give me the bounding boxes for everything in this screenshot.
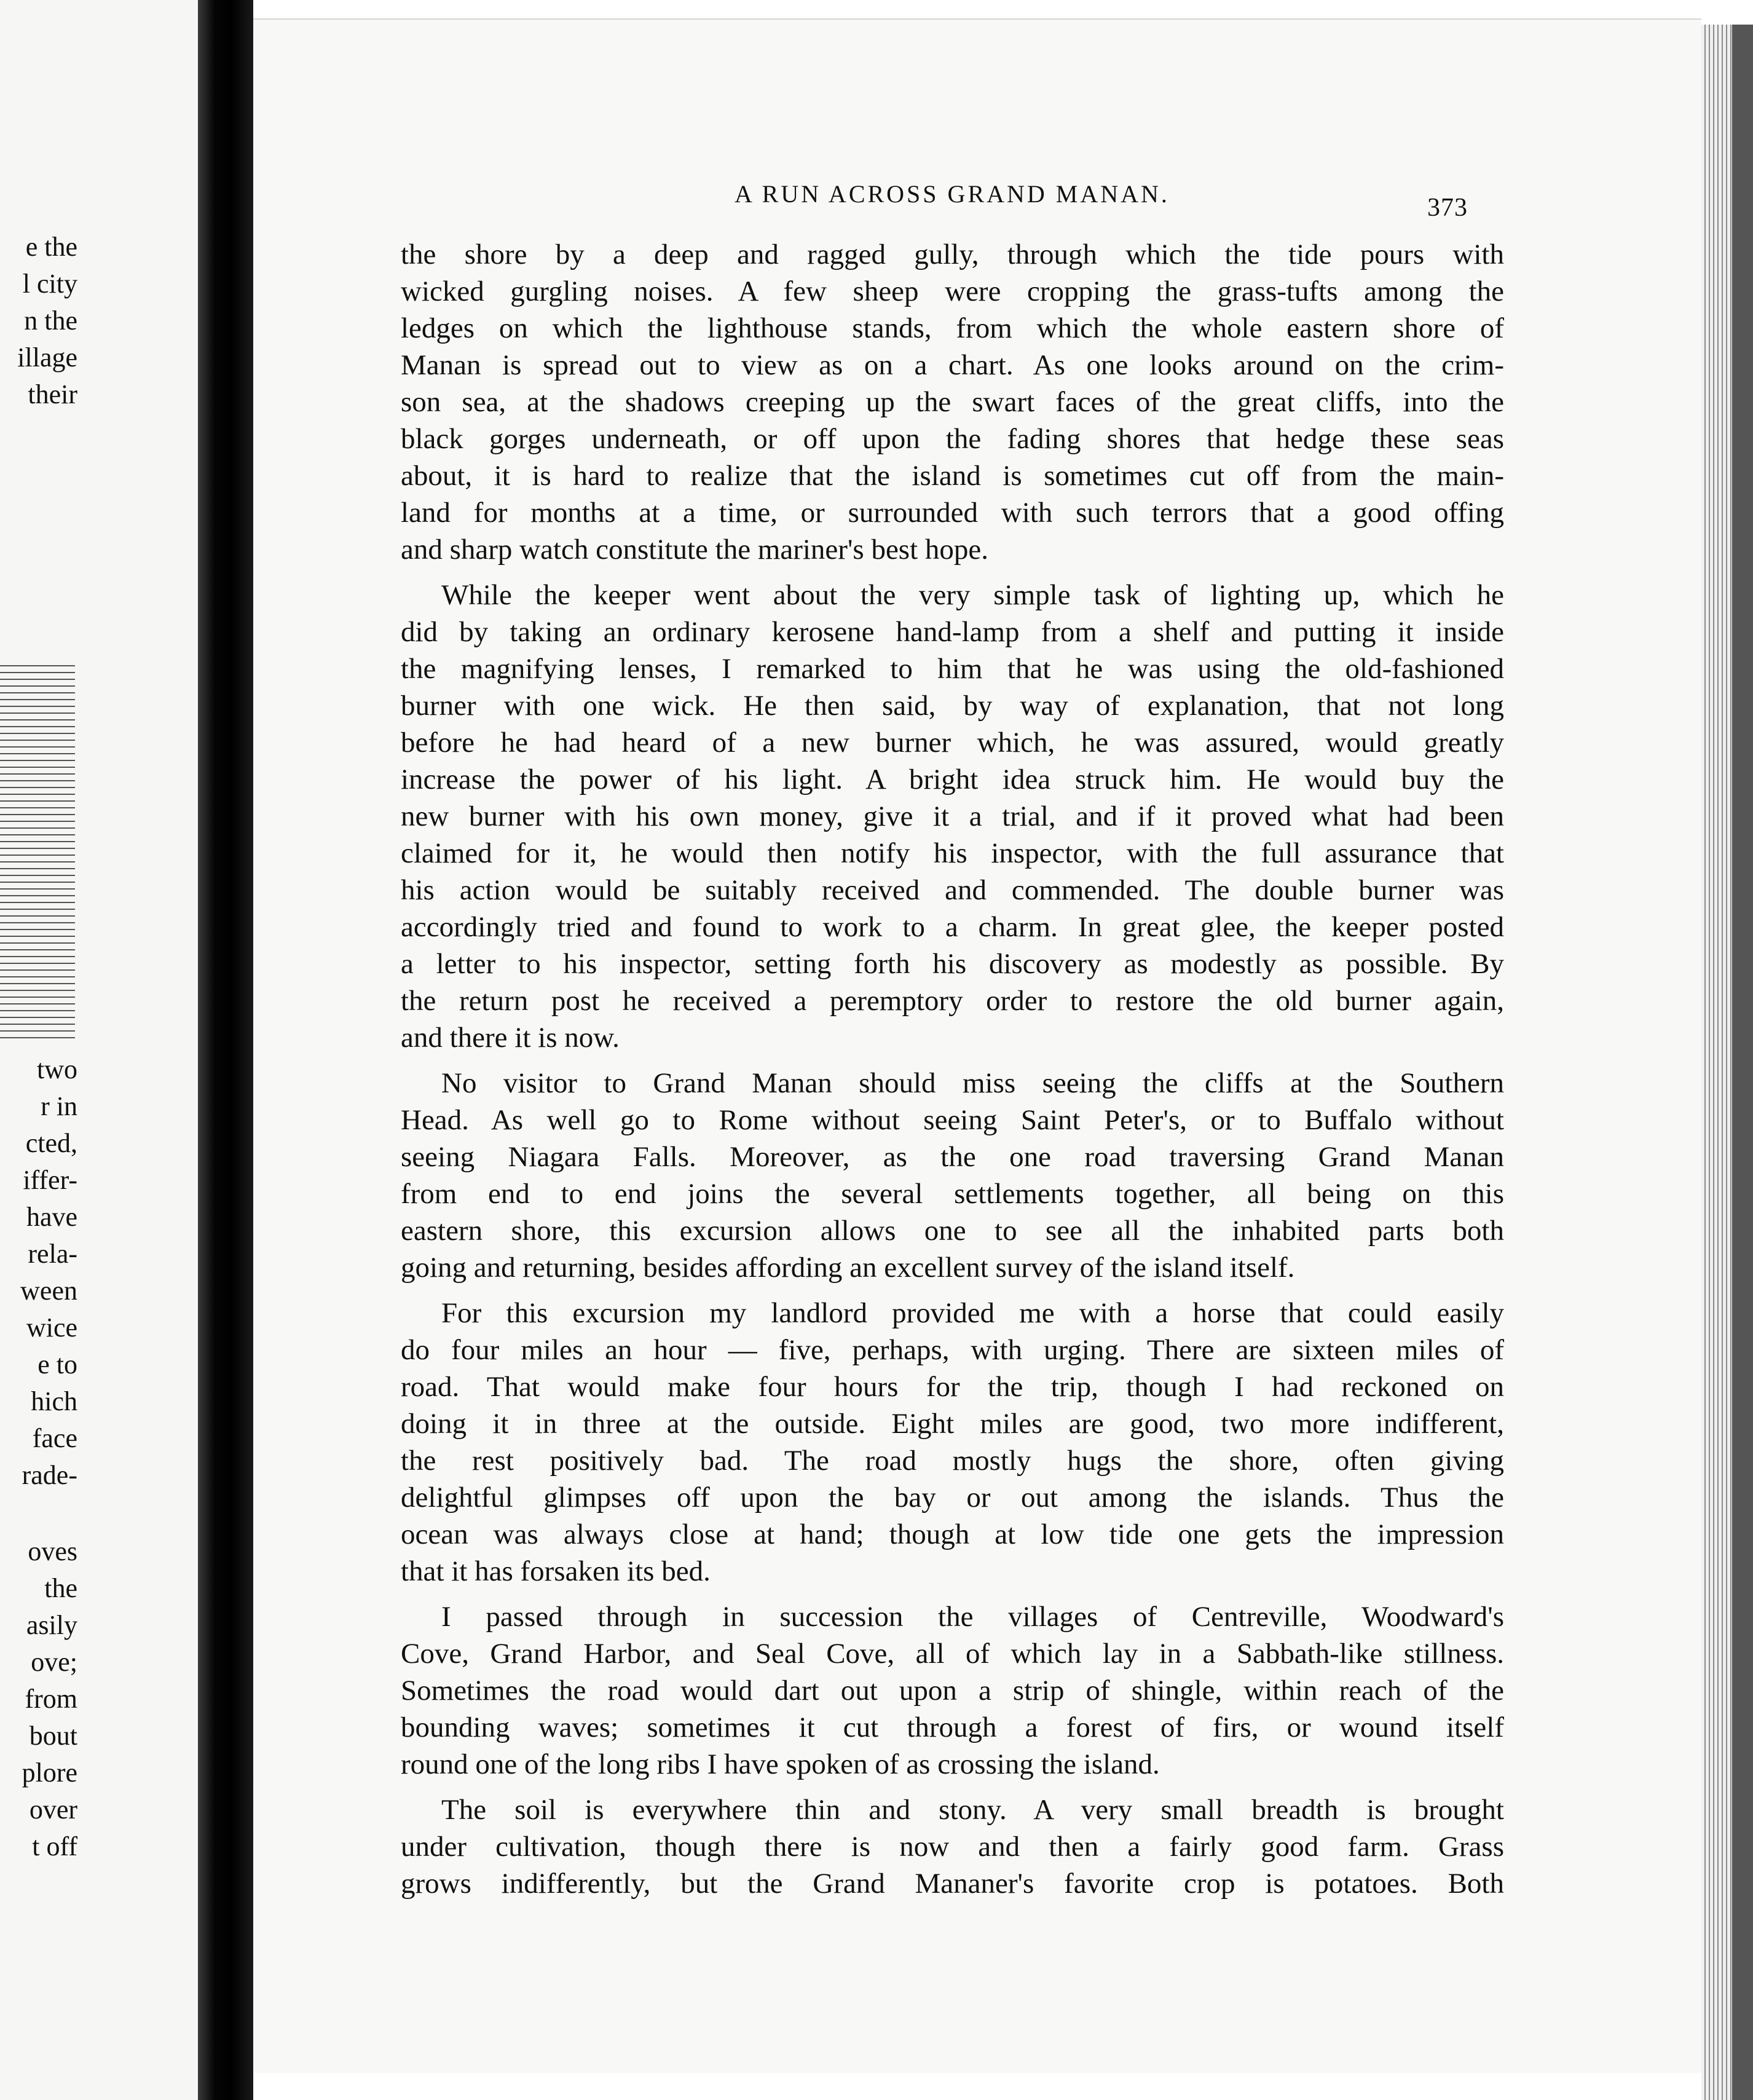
left-page-fragment: e to (37, 1349, 77, 1380)
text-line: a letter to his inspector, setting forth his discovery as modestly as possible. By (401, 948, 1504, 980)
text-line: burner with one wick. He then said, by way of explanation, that not long (401, 690, 1504, 722)
paragraph (401, 1598, 1504, 1783)
left-page-fragment: ove; (31, 1647, 77, 1677)
text-line: round one of the long ribs I have spoken of as crossing the island. (401, 1748, 1160, 1780)
running-head: A RUN ACROSS GRAND MANAN. (735, 180, 1170, 208)
text-line: about, it is hard to realize that the island is sometimes cut off from the main- (401, 460, 1504, 492)
text-line: his action would be suitably received and commended. The double burner was (401, 874, 1504, 906)
book-gutter (198, 0, 253, 2100)
text-line: and there it is now. (401, 1022, 620, 1054)
paragraph (401, 236, 1504, 568)
left-page-fragment: oves (28, 1536, 77, 1566)
text-line: Cove, Grand Harbor, and Seal Cove, all of which lay in a Sabbath-like stillness. (401, 1638, 1504, 1670)
text-line: seeing Niagara Falls. Moreover, as the one road traversing Grand Manan (401, 1141, 1504, 1173)
paragraph (401, 1065, 1504, 1286)
left-page-fragment: hich (31, 1386, 77, 1416)
text-line: Sometimes the road would dart out upon a strip of shingle, within reach of the (401, 1675, 1504, 1707)
body-text (401, 236, 1504, 1911)
left-page-fragment: asily (26, 1610, 77, 1640)
text-line: land for months at a time, or surrounded with such terrors that a good offing (401, 497, 1504, 529)
text-line: son sea, at the shadows creeping up the swart faces of the great cliffs, into the (401, 386, 1504, 418)
text-line: ledges on which the lighthouse stands, from which the whole eastern shore of (401, 312, 1504, 344)
left-page-fragment: from (25, 1684, 77, 1714)
text-line: road. That would make four hours for the trip, though I had reckoned on (401, 1371, 1504, 1403)
text-line: Head. As well go to Rome without seeing Saint Peter's, or to Buffalo without (401, 1104, 1504, 1136)
left-page-fragment: cted, (25, 1128, 77, 1158)
left-page-fragment: plore (22, 1758, 77, 1788)
text-line: doing it in three at the outside. Eight miles are good, two more indifferent, (401, 1408, 1504, 1440)
paragraph (401, 1295, 1504, 1590)
text-line: accordingly tried and found to work to a charm. In great glee, the keeper posted (401, 911, 1504, 943)
text-line: did by taking an ordinary kerosene hand-lamp from a shelf and putting it inside (401, 616, 1504, 648)
left-page-fragment: e the (25, 232, 77, 262)
left-page-fragment: r in (41, 1091, 77, 1121)
left-page-fragment: rela- (28, 1239, 77, 1269)
left-page-fragment: illage (17, 342, 77, 373)
text-line: grows indifferently, but the Grand Mananer's favorite crop is potatoes. Both (401, 1868, 1504, 1900)
text-line: the magnifying lenses, I remarked to him that he was using the old-fashioned (401, 653, 1504, 685)
text-line: from end to end joins the several settlements together, all being on this (401, 1178, 1504, 1210)
text-line: Manan is spread out to view as on a chart. As one looks around on the crim- (401, 349, 1504, 381)
text-line: black gorges underneath, or off upon the fading shores that hedge these seas (401, 423, 1504, 455)
text-line: bounding waves; sometimes it cut through a forest of firs, or wound itself (401, 1711, 1504, 1743)
text-line: the rest positively bad. The road mostly hugs the shore, often giving (401, 1445, 1504, 1477)
text-line: new burner with his own money, give it a trial, and if it proved what had been (401, 800, 1504, 832)
page-edges-shadow (1732, 25, 1753, 2100)
left-page-fragment: ween (20, 1276, 77, 1306)
text-line: under cultivation, though there is now and then a fairly good farm. Grass (401, 1831, 1504, 1863)
left-page-fragment: n the (24, 306, 77, 336)
text-line: ocean was always close at hand; though at low tide one gets the impression (401, 1518, 1504, 1550)
text-line: going and returning, besides affording an excellent survey of the island itself. (401, 1252, 1295, 1284)
left-page-fragment: rade- (22, 1460, 77, 1490)
text-line: While the keeper went about the very simple task of lighting up, which he (441, 579, 1504, 611)
paragraph (401, 577, 1504, 1056)
text-line: No visitor to Grand Manan should miss seeing the cliffs at the Southern (441, 1067, 1504, 1099)
paragraph (401, 1791, 1504, 1902)
left-page-fragment: l city (22, 269, 77, 299)
left-page-fragment: the (44, 1573, 77, 1603)
text-line: wicked gurgling noises. A few sheep were cropping the grass-tufts among the (401, 275, 1504, 307)
text-line: increase the power of his light. A bright idea struck him. He would buy the (401, 764, 1504, 795)
text-line: delightful glimpses off upon the bay or out among the islands. Thus the (401, 1482, 1504, 1514)
left-page-fragment: have (26, 1202, 77, 1232)
text-line: the shore by a deep and ragged gully, through which the tide pours with (401, 239, 1504, 270)
left-page-fragment: their (28, 379, 77, 409)
text-line: For this excursion my landlord provided me with a horse that could easily (441, 1297, 1504, 1329)
left-page-fragment: wice (26, 1312, 77, 1343)
left-page-engraving (0, 665, 75, 1039)
text-line: the return post he received a peremptory order to restore the old burner again, (401, 985, 1504, 1017)
text-line: claimed for it, he would then notify his inspector, with the full assurance that (401, 837, 1504, 869)
text-line: that it has forsaken its bed. (401, 1555, 711, 1587)
left-page-fragment: two (37, 1054, 77, 1084)
left-page-fragment: iffer- (23, 1165, 77, 1195)
text-line: do four miles an hour — five, perhaps, with urging. There are sixteen miles of (401, 1334, 1504, 1366)
text-line: and sharp watch constitute the mariner's best hope. (401, 534, 989, 566)
text-line: eastern shore, this excursion allows one to see all the inhabited parts both (401, 1215, 1504, 1247)
left-page-fragment: bout (29, 1721, 77, 1751)
text-line: before he had heard of a new burner which, he was assured, would greatly (401, 727, 1504, 759)
left-facing-page (0, 0, 198, 2100)
left-page-fragment: t off (32, 1831, 77, 1861)
text-line: I passed through in succession the villages of Centreville, Woodward's (441, 1601, 1504, 1633)
left-page-fragment: face (32, 1423, 77, 1453)
text-line: The soil is everywhere thin and stony. A very small breadth is brought (441, 1794, 1504, 1826)
left-page-fragment: over (29, 1794, 77, 1825)
page-number: 373 (1427, 194, 1468, 222)
